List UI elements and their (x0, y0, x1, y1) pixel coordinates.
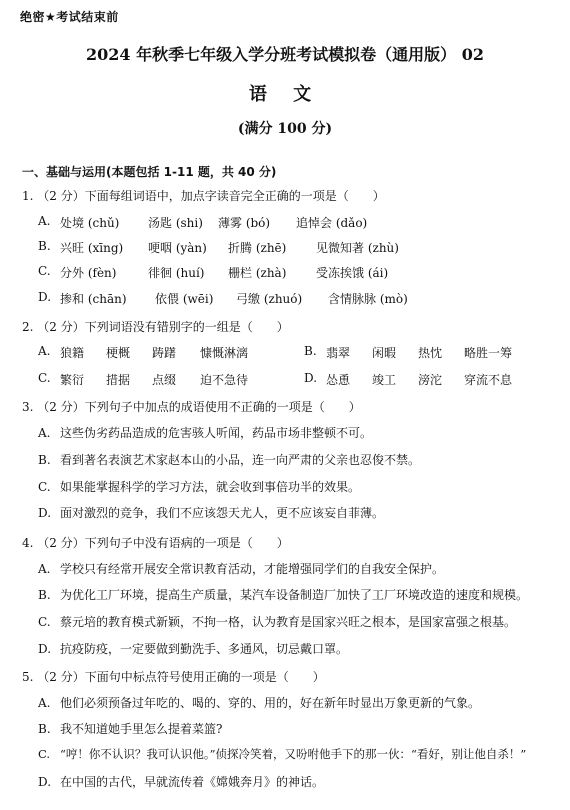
option-a (38, 560, 444, 577)
option-item: 梗概 (106, 346, 131, 360)
option-item: 慷慨淋漓 (200, 346, 249, 360)
option-label: D. (38, 775, 52, 789)
option-label: C. (38, 615, 51, 629)
option-label: B. (304, 344, 317, 358)
option-item: 栅栏 (zhà) (228, 266, 287, 280)
option-c (38, 613, 516, 630)
option-item: 受冻挨饿 (ái) (316, 266, 389, 280)
option-label: C. (38, 264, 51, 278)
option-item: 繁衍 (60, 373, 85, 387)
option-item: 热忱 (418, 346, 443, 360)
question-4-stem: 4. （2 分）下列句子中没有语病的一项是（ ） (22, 536, 289, 550)
option-item: 分外 (fèn) (60, 266, 117, 280)
option-b (38, 720, 222, 737)
option-item: 翡翠 (326, 346, 351, 360)
option-item: 踌躇 (152, 346, 177, 360)
subject-title: 语 文 (248, 84, 322, 105)
option-label: A. (38, 344, 51, 358)
option-d (38, 640, 348, 657)
option-item: 兴旺 (xīng) (60, 241, 124, 255)
option-label: B. (38, 453, 51, 467)
option-item: 竣工 (372, 373, 397, 387)
option-text: 他们必须预备过年吃的、喝的、穿的、用的，好在新年时显出万象更新的气象。 (60, 696, 481, 710)
option-item: 闲暇 (372, 346, 397, 360)
option-label: D. (38, 506, 52, 520)
option-d (38, 773, 324, 790)
option-text: 蔡元培的教育模式新颖，不拘一格，认为教育是国家兴旺之根本，是国家富强之根基。 (60, 615, 517, 629)
option-label: C. (38, 371, 51, 385)
option-item: 穿流不息 (464, 373, 513, 387)
option-item: 追悼会 (dǎo) (296, 216, 368, 230)
option-d (38, 504, 384, 521)
option-c (38, 478, 360, 495)
option-label: A. (38, 562, 51, 576)
option-item: 狼籍 (60, 346, 85, 360)
option-label: B. (38, 722, 51, 736)
option-item: 掺和 (chān) (60, 292, 127, 306)
option-text: “哼！你不认识？我可认识他。”侦探冷笑着，又吩咐他手下的那一伙：“看好，别让他自杀！” (60, 747, 527, 761)
option-item: 措据 (106, 373, 131, 387)
option-text: 这些伪劣药品造成的危害骇人听闻，药品市场非整顿不可。 (60, 426, 373, 440)
option-text: 面对激烈的竞争，我们不应该怨天尤人，更不应该妄自菲薄。 (60, 506, 385, 520)
option-text: 看到著名表演艺术家赵本山的小品，连一向严肃的父亲也忍俊不禁。 (60, 453, 421, 467)
option-text: 如果能掌握科学的学习方法，就会收到事倍功半的效果。 (60, 480, 361, 494)
option-item: 汤匙 (shi) (148, 216, 203, 230)
option-label: C. (38, 747, 51, 761)
total-score: (满分 100 分) (237, 121, 333, 137)
option-label: B. (38, 588, 51, 602)
option-text: 为优化工厂环境，提高生产质量，某汽车设备制造厂加快了工厂环境改造的速度和规模。 (60, 588, 529, 602)
option-label: A. (38, 214, 51, 228)
option-label: D. (38, 642, 52, 656)
question-3-stem: 3. （2 分）下列句子中加点的成语使用不正确的一项是（ ） (22, 400, 361, 414)
option-item: 弓缴 (zhuó) (236, 292, 303, 306)
question-5-stem: 5. （2 分）下面句中标点符号使用正确的一项是（ ） (22, 670, 325, 684)
section-heading: 一、基础与运用(本题包括 1-11 题，共 40 分) (22, 165, 277, 179)
option-b (38, 451, 420, 468)
question-2-stem: 2. （2 分）下列词语没有错别字的一组是（ ） (22, 320, 289, 334)
option-text: 在中国的古代，早就流传着《嫦娥奔月》的神话。 (60, 775, 325, 789)
option-item: 怂恿 (326, 373, 351, 387)
option-c (38, 746, 526, 762)
option-item: 见微知著 (zhù) (316, 241, 399, 255)
option-item: 徘徊 (huí) (148, 266, 205, 280)
question-1-stem: 1. （2 分）下面每组词语中，加点字读音完全正确的一项是（ ） (22, 189, 385, 203)
option-label: B. (38, 239, 51, 253)
option-label: A. (38, 426, 51, 440)
option-a (38, 694, 480, 711)
option-item: 哽咽 (yàn) (148, 241, 207, 255)
option-item: 点缀 (152, 373, 177, 387)
option-a (38, 424, 372, 441)
option-text: 学校只有经常开展安全常识教育活动，才能增强同学们的自我安全保护。 (60, 562, 445, 576)
option-b (38, 586, 528, 603)
option-item: 略胜一筹 (464, 346, 513, 360)
option-label: C. (38, 480, 51, 494)
option-item: 依偎 (wēi) (155, 292, 214, 306)
option-text: 抗疫防疫，一定要做到勤洗手、多通风，切忌戴口罩。 (60, 642, 349, 656)
option-label: A. (38, 696, 51, 710)
option-item: 含情脉脉 (mò) (328, 292, 408, 306)
option-item: 薄雾 (bó) (218, 216, 271, 230)
option-item: 迫不急待 (200, 373, 249, 387)
option-label: D. (38, 290, 52, 304)
option-item: 滂沱 (418, 373, 443, 387)
exam-title: 2024 年秋季七年级入学分班考试模拟卷（通用版） 02 (86, 45, 484, 64)
option-text: 我不知道她手里怎么提着菜篮? (60, 722, 223, 736)
option-label: D. (304, 371, 318, 385)
option-item: 折腾 (zhē) (228, 241, 287, 255)
option-item: 处境 (chǔ) (60, 216, 120, 230)
confidential-label: 绝密★考试结束前 (20, 10, 119, 24)
